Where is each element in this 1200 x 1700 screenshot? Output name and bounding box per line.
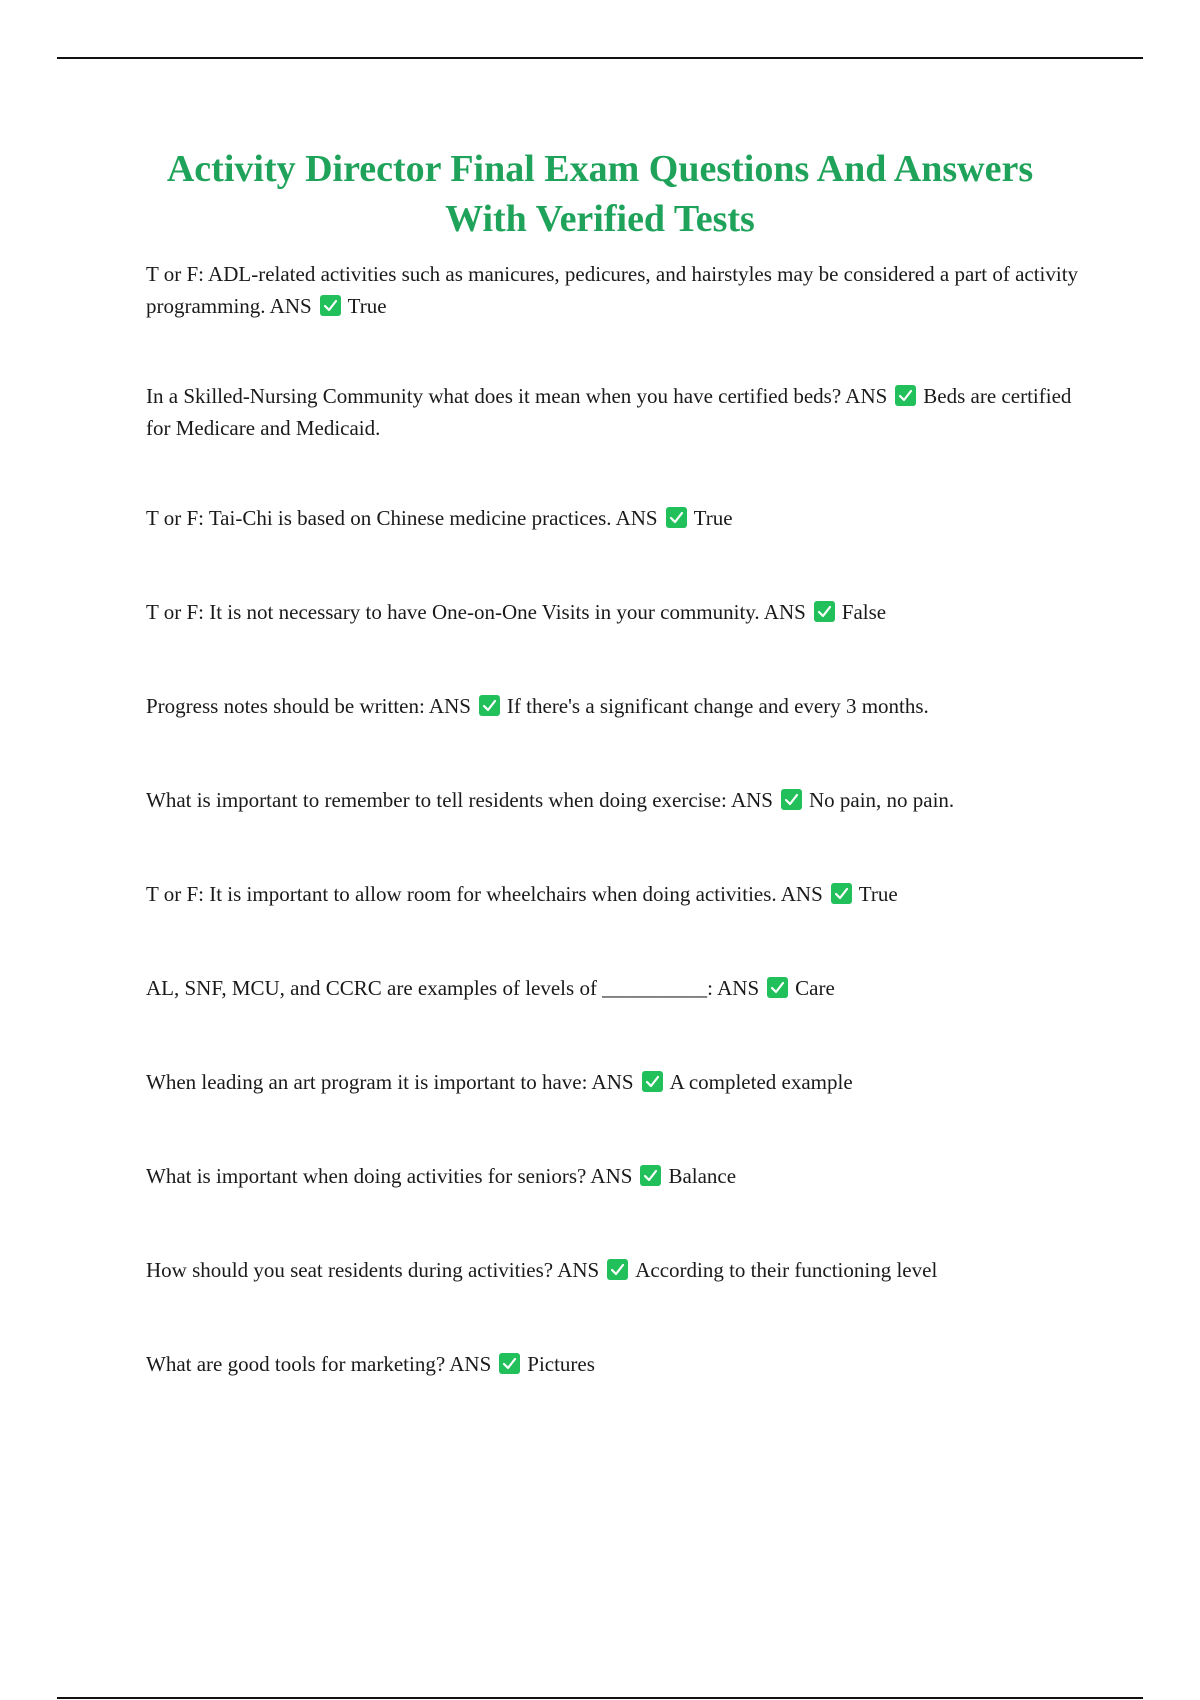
qa-item — [146, 972, 1096, 1004]
question-text: T or F: It is not necessary to have One-on-One Visits in your community. — [146, 600, 760, 624]
qa-item — [146, 258, 1096, 322]
question-text: T or F: It is important to allow room for wheelchairs when doing activities. — [146, 882, 777, 906]
check-icon — [831, 883, 852, 904]
bottom-rule — [57, 1697, 1143, 1699]
qa-item — [146, 690, 1096, 722]
answer-marker: ANS — [763, 600, 806, 624]
question-text: How should you seat residents during activities? — [146, 1258, 554, 1282]
qa-item — [146, 502, 1096, 534]
question-text: What are good tools for marketing? — [146, 1352, 446, 1376]
answer-text: True — [858, 882, 898, 906]
answer-marker: ANS — [557, 1258, 600, 1282]
question-text: AL, SNF, MCU, and CCRC are examples of levels of __________: — [146, 976, 714, 1000]
page-title — [130, 144, 1070, 244]
check-icon — [895, 385, 916, 406]
check-icon — [814, 601, 835, 622]
answer-text: False — [841, 600, 887, 624]
answer-text: According to their functioning level — [635, 1258, 938, 1282]
qa-item — [146, 784, 1096, 816]
answer-text: Beds are certified for Medicare and Medicaid. — [146, 384, 1072, 440]
answer-text: A completed example — [669, 1070, 853, 1094]
question-text: T or F: ADL-related activities such as manicures, pedicures, and hairstyles may be considered a part of activity programming. — [146, 262, 1079, 318]
answer-text: If there's a significant change and every 3 months. — [506, 694, 929, 718]
answer-marker: ANS — [269, 294, 312, 318]
qa-item — [146, 596, 1096, 628]
answer-marker: ANS — [615, 506, 658, 530]
answer-marker: ANS — [780, 882, 823, 906]
question-text: In a Skilled-Nursing Community what does it mean when you have certified beds? — [146, 384, 842, 408]
top-rule — [57, 57, 1143, 59]
question-text: T or F: Tai-Chi is based on Chinese medicine practices. — [146, 506, 612, 530]
qa-item — [146, 1348, 1096, 1380]
check-icon — [320, 295, 341, 316]
check-icon — [607, 1259, 628, 1280]
title-line-2: With Verified Tests — [445, 198, 755, 240]
answer-text: True — [347, 294, 387, 318]
check-icon — [479, 695, 500, 716]
answer-marker: ANS — [717, 976, 760, 1000]
check-icon — [642, 1071, 663, 1092]
answer-text: Pictures — [527, 1352, 595, 1376]
qa-item — [146, 1066, 1096, 1098]
answer-marker: ANS — [449, 1352, 492, 1376]
qa-item — [146, 878, 1096, 910]
answer-marker: ANS — [845, 384, 888, 408]
answer-marker: ANS — [428, 694, 471, 718]
answer-marker: ANS — [590, 1164, 633, 1188]
check-icon — [499, 1353, 520, 1374]
question-text: What is important when doing activities for seniors? — [146, 1164, 587, 1188]
question-text: What is important to remember to tell residents when doing exercise: — [146, 788, 727, 812]
answer-marker: ANS — [591, 1070, 634, 1094]
qa-item — [146, 1160, 1096, 1192]
qa-list — [146, 258, 1096, 1380]
answer-text: True — [693, 506, 733, 530]
answer-text: Care — [795, 976, 835, 1000]
qa-item — [146, 1254, 1096, 1286]
check-icon — [781, 789, 802, 810]
check-icon — [767, 977, 788, 998]
check-icon — [640, 1165, 661, 1186]
title-line-1: Activity Director Final Exam Questions And Answers — [166, 148, 1034, 190]
question-text: Progress notes should be written: — [146, 694, 425, 718]
answer-marker: ANS — [730, 788, 773, 812]
answer-text: No pain, no pain. — [808, 788, 955, 812]
qa-item — [146, 380, 1096, 444]
check-icon — [666, 507, 687, 528]
answer-text: Balance — [668, 1164, 737, 1188]
question-text: When leading an art program it is important to have: — [146, 1070, 588, 1094]
